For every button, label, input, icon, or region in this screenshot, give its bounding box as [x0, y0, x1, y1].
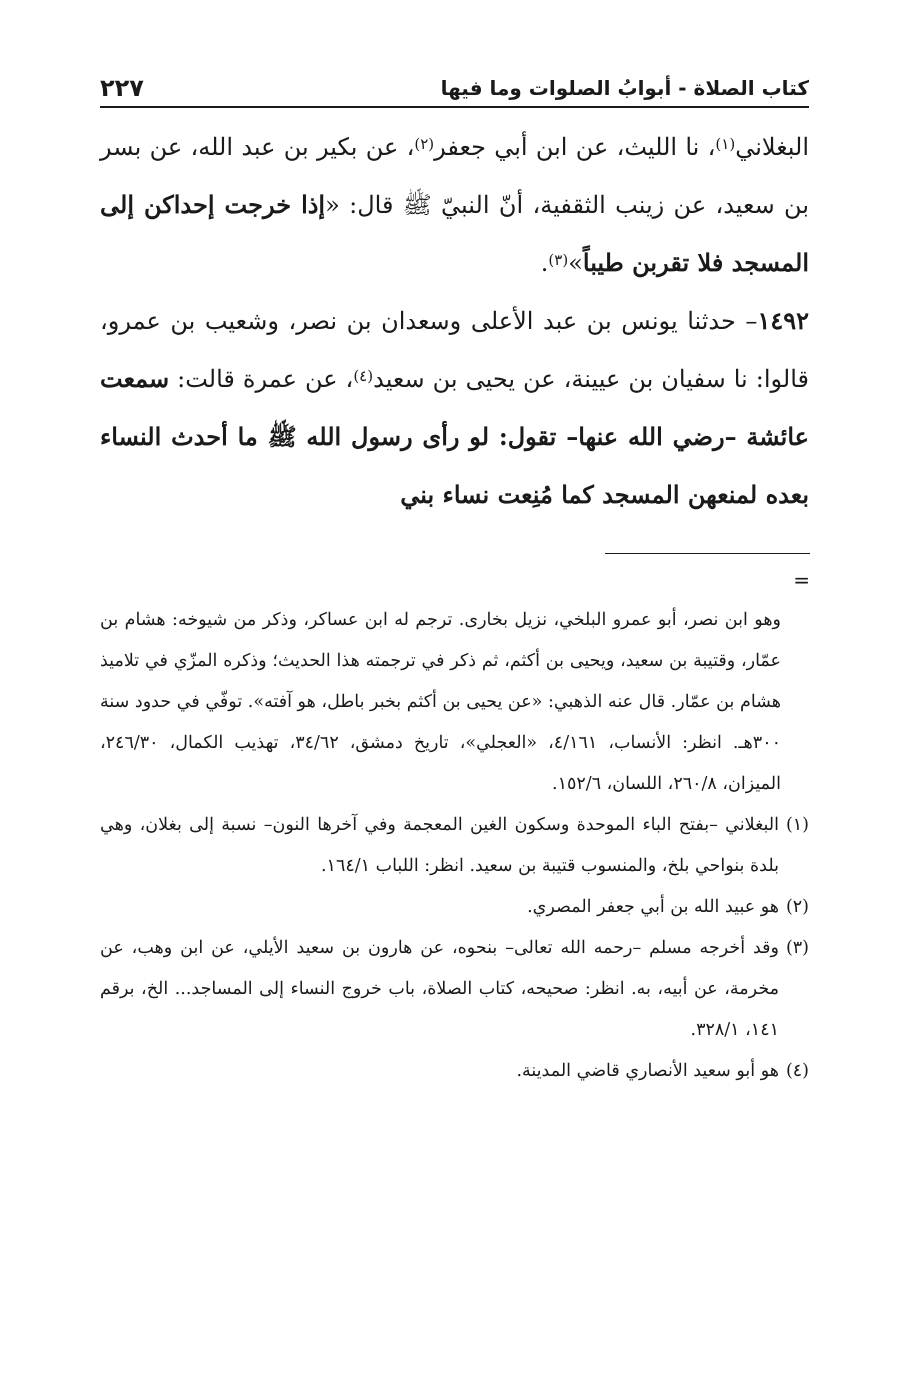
footnote-text: هو أبو سعيد الأنصاري قاضي المدينة.	[516, 1061, 779, 1081]
text-segment: ، عن بكير بن عبد الله، عن بسر بن سعيد، عن زينب الثقفية، أنّ النبيّ ﷺ قال: «	[100, 133, 809, 219]
footnote-number: (٤)	[785, 1061, 809, 1081]
footnote-ref-2: (٢)	[414, 135, 435, 153]
text-segment: ، عن عمرة قالت:	[169, 365, 354, 393]
footnote-3	[100, 928, 809, 1051]
hadith-quote: إذا خرجت إحداكن إلى المسجد فلا تقربن طيباً	[100, 190, 809, 277]
footnote-text: وقد أخرجه مسلم –رحمه الله تعالى– بنحوه، عن هارون بن سعيد الأيلي، عن ابن وهب، عن مخرمة، عن أبيه، به. انظر: صحيحه، كتاب الصلاة، باب خروج النساء إلى المساجد... الخ، برقم ١٤١، ٣٢٨/١.	[100, 938, 779, 1040]
text-segment: البغلاني	[735, 133, 809, 161]
text-segment: »	[568, 249, 583, 277]
page-number: ٢٢٧	[100, 74, 144, 102]
footnote-ref-4: (٤)	[353, 367, 374, 385]
footnote-1	[100, 805, 809, 887]
text-segment: – حدثنا يونس بن عبد الأعلى وسعدان بن نصر، وشعيب بن عمرو، قالوا: نا سفيان بن عيينة، عن يحيى بن سعيد	[100, 307, 809, 393]
continuation-mark: =	[793, 568, 810, 592]
hadith-quote: سمعت عائشة –رضي الله عنها– تقول: لو رأى رسول الله ﷺ ما أحدث النساء بعده لمنعهن المسجد كما مُنِعت نساء بني	[100, 364, 809, 509]
footnote-continuation: وهو ابن نصر، أبو عمرو البلخي، نزيل بخارى. ترجم له ابن عساكر، وذكر من شيوخه: هشام بن عمّار، وقتيبة بن سعيد، ويحيى بن أكثم، ثم ذكر في ترجمته هذا الحديث؛ وذكره المزّي في تلاميذ هشام بن عمّار. قال عنه الذهبي: «عن يحيى بن أكثم بخبر باطل، هو آفته». توفّي في حدود سنة ٣٠٠هـ. انظر: الأنساب، ٤/١٦١، «العجلي»، تاريخ دمشق، ٣٤/٦٢، تهذيب الكمال، ٢٤٦/٣٠، الميزان، ٢٦٠/٨، اللسان، ١٥٢/٦.	[100, 610, 781, 794]
footnote-ref-1: (١)	[715, 135, 736, 153]
footnote-number: (٣)	[785, 938, 809, 958]
running-header	[100, 70, 809, 108]
footnote-number: (٢)	[785, 897, 809, 917]
footnote-4	[100, 1051, 809, 1092]
footnote-ref-3: (٣)	[548, 251, 569, 269]
footnote-text: هو عبيد الله بن أبي جعفر المصري.	[527, 897, 779, 917]
hadith-number: ١٤٩٢	[757, 306, 809, 335]
footnote-separator	[605, 553, 810, 554]
footnote-2	[100, 887, 809, 928]
hadith-paragraph-2	[100, 292, 809, 524]
text-segment: ، نا الليث، عن ابن أبي جعفر	[434, 133, 716, 161]
main-text	[100, 118, 809, 524]
footnote-text: البغلاني –بفتح الباء الموحدة وسكون الغين المعجمة وفي آخرها النون– نسبة إلى بغلان، وهي بلدة بنواحي بلخ، والمنسوب قتيبة بن سعيد. انظر: اللباب ١٦٤/١.	[100, 815, 779, 876]
hadith-paragraph-1	[100, 118, 809, 292]
footnote-number: (١)	[785, 815, 809, 835]
footnotes	[100, 600, 809, 1092]
text-segment: .	[540, 249, 549, 277]
chapter-title: كتاب الصلاة - أبوابُ الصلوات وما فيها	[440, 76, 809, 100]
